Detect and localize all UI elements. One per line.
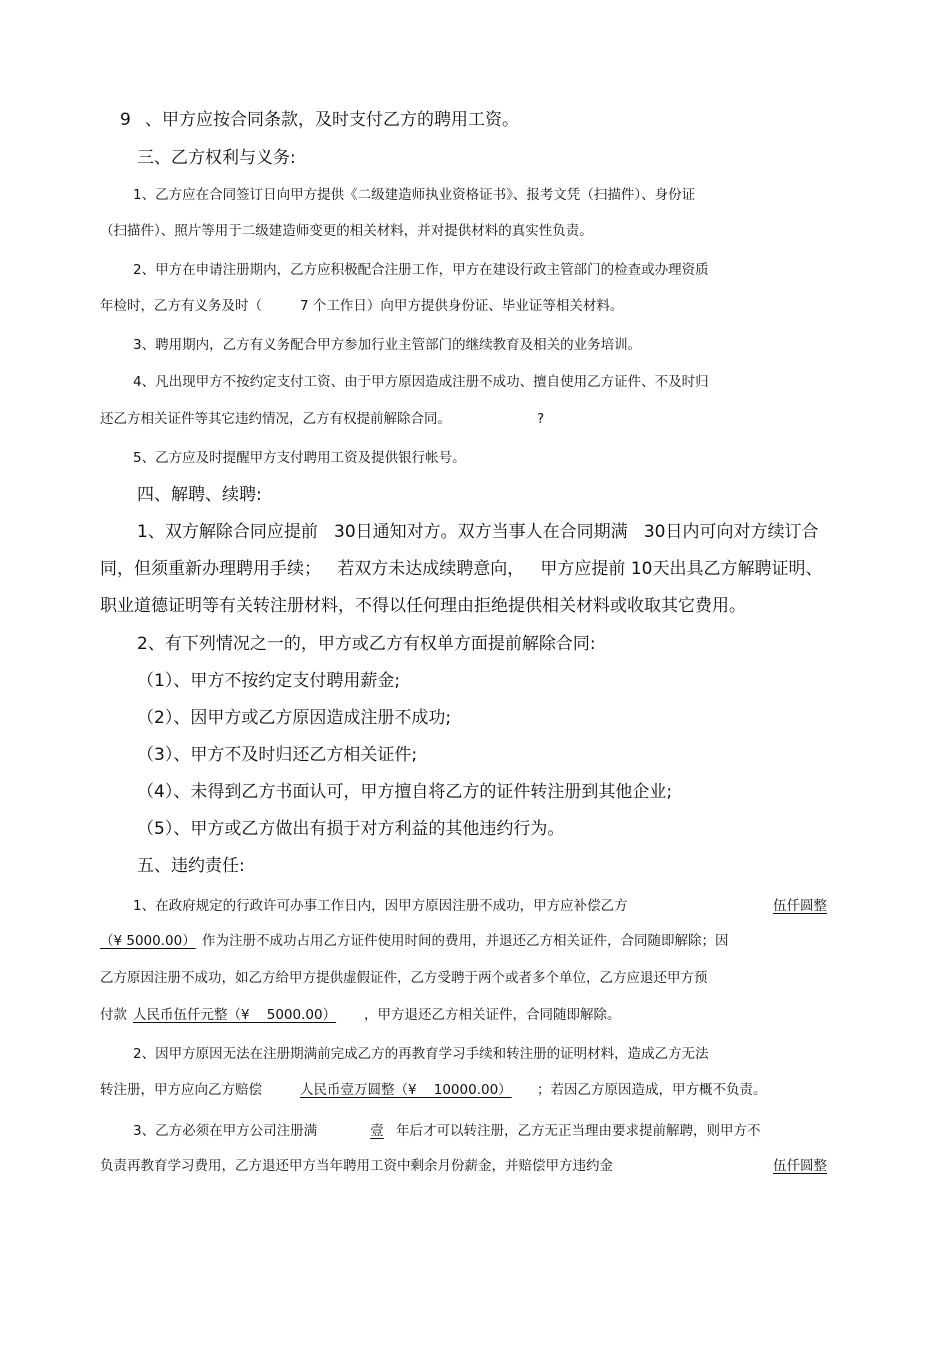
s5-p3-line1b: 年后才可以转注册，乙方无正当理由要求提前解聘，则甲方不 bbox=[396, 1123, 761, 1139]
s3-p4-line1: 4、凡出现甲方不按约定支付工资、由于甲方原因造成注册不成功、擅自使用乙方证件、不及时归 bbox=[133, 374, 709, 390]
s3-p5: 5、乙方应及时提醒甲方支付聘用工资及提供银行帐号。 bbox=[133, 450, 466, 466]
s3-p4-mark: ? bbox=[537, 411, 545, 427]
s3-p2-line2b: 7 个工作日）向甲方提供身份证、毕业证等相关材料。 bbox=[300, 298, 624, 314]
s5-p3-line2: 负责再教育学习费用，乙方退还甲方当年聘用工资中剩余月份薪金，并赔偿甲方违约金 bbox=[100, 1158, 613, 1174]
s5-p1-line1: 1、在政府规定的行政许可办事工作日内，因甲方原因注册不成功，甲方应补偿乙方 bbox=[133, 898, 628, 914]
s5-p1-line2: 作为注册不成功占用乙方证件使用时间的费用，并退还乙方相关证件，合同随即解除；因 bbox=[202, 933, 729, 949]
s3-p3: 3、聘用期内，乙方有义务配合甲方参加行业主管部门的继续教育及相关的业务培训。 bbox=[133, 337, 642, 353]
s5-p2-line1: 2、因甲方原因无法在注册期满前完成乙方的再教育学习手续和转注册的证明材料，造成乙方无法 bbox=[133, 1046, 709, 1062]
s5-p1-line4a: 付款 bbox=[100, 1007, 127, 1023]
s5-p1-line4b: ，甲方退还乙方相关证件，合同随即解除。 bbox=[364, 1007, 621, 1023]
s5-p2-line2a: 转注册，甲方应向乙方赔偿 bbox=[100, 1082, 262, 1098]
s3-p1-line2: （扫描件）、照片等用于二级建造师变更的相关材料，并对提供材料的真实性负责。 bbox=[100, 223, 593, 239]
s4-item-1: （1）、甲方不按约定支付聘用薪金; bbox=[137, 671, 401, 691]
s4-item-3: （3）、甲方不及时归还乙方相关证件; bbox=[137, 745, 418, 765]
s5-p2-line2b: ；若因乙方原因造成，甲方概不负责。 bbox=[537, 1082, 767, 1098]
s5-p1-line3: 乙方原因注册不成功，如乙方给甲方提供虚假证件，乙方受聘于两个或者多个单位，乙方应退还甲方预 bbox=[100, 970, 708, 986]
s5-p2-amount: 人民币壹万圆整（¥ 10000.00） bbox=[300, 1082, 512, 1098]
s5-p1-amount-number: （¥ 5000.00） bbox=[100, 933, 196, 949]
item-9-number: 9 bbox=[120, 110, 131, 130]
s5-p3-amount: 伍仟圆整 bbox=[773, 1158, 827, 1174]
s3-p2-line2a: 年检时，乙方有义务及时（ bbox=[100, 298, 262, 314]
section-4-heading: 四、解聘、续聘: bbox=[137, 485, 262, 505]
s4-p1-line1: 1、双方解除合同应提前 30日通知对方。双方当事人在合同期满 30日内可向对方续订合 bbox=[137, 522, 819, 542]
s4-p1-line2: 同，但须重新办理聘用手续； 若双方未达成续聘意向， 甲方应提前 10天出具乙方解聘证明、 bbox=[100, 559, 823, 579]
section-5-heading: 五、违约责任: bbox=[137, 856, 245, 876]
item-9-text: 、甲方应按合同条款，及时支付乙方的聘用工资。 bbox=[145, 110, 519, 130]
s4-p2: 2、有下列情况之一的，甲方或乙方有权单方面提前解除合同: bbox=[137, 634, 596, 654]
s4-item-5: （5）、甲方或乙方做出有损于对方利益的其他违约行为。 bbox=[137, 819, 565, 839]
section-3-heading: 三、乙方权利与义务: bbox=[137, 148, 296, 168]
s4-p1-line3: 职业道德证明等有关转注册材料，不得以任何理由拒绝提供相关材料或收取其它费用。 bbox=[100, 596, 746, 616]
s3-p2-line1: 2、甲方在申请注册期内，乙方应积极配合注册工作，甲方在建设行政主管部门的检查或办理资质 bbox=[133, 262, 709, 278]
s3-p4-line2: 还乙方相关证件等其它违约情况，乙方有权提前解除合同。 bbox=[100, 411, 451, 427]
s5-p3-line1a: 3、乙方必须在甲方公司注册满 bbox=[133, 1123, 318, 1139]
s5-p1-amount-words: 伍仟圆整 bbox=[773, 898, 827, 914]
s5-p1-line4-amount: 人民币伍仟元整（¥ 5000.00） bbox=[133, 1007, 337, 1023]
s4-item-4: （4）、未得到乙方书面认可，甲方擅自将乙方的证件转注册到其他企业; bbox=[137, 782, 673, 802]
s3-p1-line1: 1、乙方应在合同签订日向甲方提供《二级建造师执业资格证书》、报考文凭（扫描件）、身份证 bbox=[133, 187, 696, 203]
s4-item-2: （2）、因甲方或乙方原因造成注册不成功; bbox=[137, 708, 452, 728]
s5-p3-years: 壹 bbox=[370, 1123, 384, 1139]
